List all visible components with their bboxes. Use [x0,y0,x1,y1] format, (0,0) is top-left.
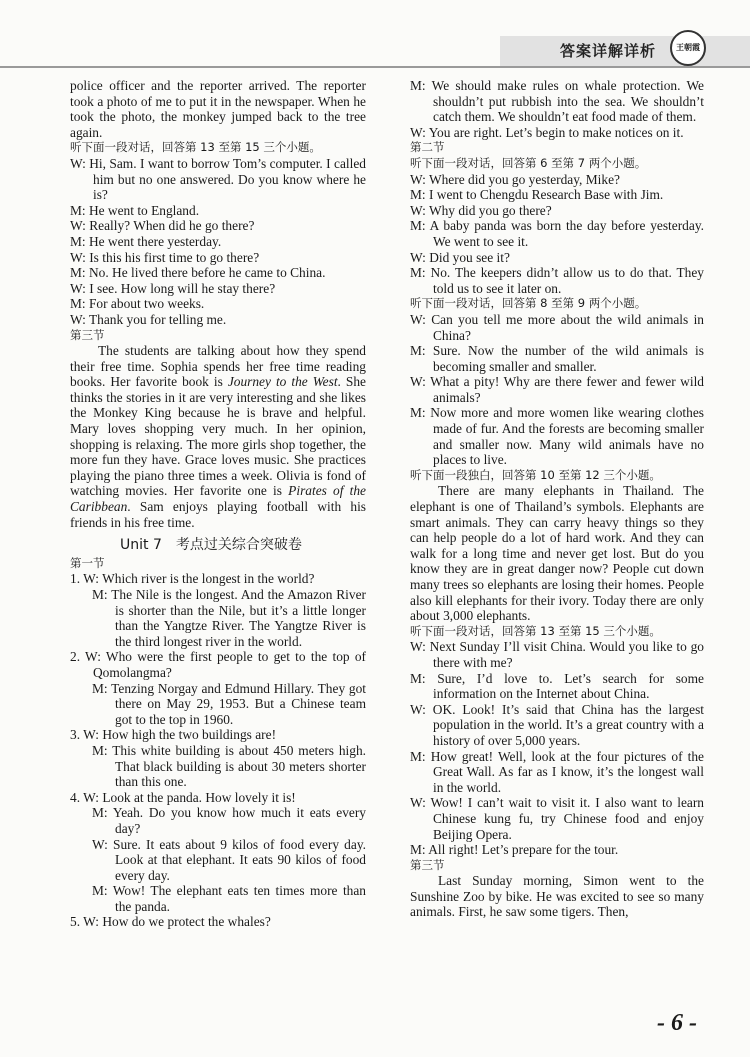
passage-part: . She thinks the stories in it are very interesting and she likes the Monkey King because he is brave and helpful. Mary loves shopping very much. In her opinion, shopping is relaxing. The more girls shop together, the more fun they have. Grace loves music. She practices playing the piano three times a week. Olivia is fond of watching movies. Her favorite one is [70,374,366,499]
dialogue-line: W: Where did you go yesterday, Mike? [410,171,620,187]
page-header [0,0,750,72]
section-heading: 第三节 [410,857,445,872]
item-question: 4. W: Look at the panda. How lovely it is! [70,789,296,805]
unit-title: Unit 7 考点过关综合突破卷 [120,537,302,554]
dialogue-line: W: Hi, Sam. I want to borrow Tom’s computer. I called him but no one answered. Do you know where he is? [70,155,366,203]
dialogue-line: M: Sure. Now the number of the wild animals is becoming smaller and smaller. [410,343,704,374]
dialogue-line: M: I went to Chengdu Research Base with Jim. [410,187,664,203]
right-column [410,78,704,920]
dialogue-line: M: No. He lived there before he came to China. [70,265,326,281]
dialogue-line: M: Sure, I’d love to. Let’s search for some information on the Internet about China. [410,670,704,702]
dialogue-line: W: What a pity! Why are there fewer and fewer wild animals? [410,374,704,405]
movie-title: Pirates of the Caribbean [70,483,366,515]
dialogue-line: W: Thank you for telling me. [70,311,227,327]
item-answer: M: Yeah. Do you know how much it eats every day? [92,805,366,836]
dialogue-line: W: Next Sunday I’ll visit China. Would you like to go there with me? [410,639,704,670]
item-question: 1. W: Which river is the longest in the world? [70,571,315,587]
item-question: 3. W: How high the two buildings are! [70,727,277,743]
item-question: 2. W: Who were the first people to get to the top of Qomolangma? [70,649,366,680]
dialogue-line: M: He went there yesterday. [70,233,222,249]
left-column [70,78,366,930]
section-heading: 第三节 [70,327,105,342]
dialogue-line: W: Wow! I can’t wait to visit it. I also want to learn Chinese kung fu, try Chinese food and enjoy Beijing Opera. [410,795,704,842]
brand-logo-icon: 王朝霞 [670,30,706,66]
dialogue-line: W: Is this his first time to go there? [70,249,260,265]
dialogue-line: W: Can you tell me more about the wild animals in China? [410,311,704,343]
passage-part: The students are talking about how they spend their free time. Sophia spends her free time reading books. Her favorite book is [70,343,366,390]
dialogue-line: M: For about two weeks. [70,296,205,312]
question-note: 听下面一段对话，回答第 8 至第 9 两个小题。 [410,296,647,311]
question-note: 听下面一段对话，回答第 13 至第 15 三个小题。 [70,140,321,155]
item-answer: M: Wow! The elephant eats ten times more than the panda. [92,883,366,914]
section-heading: 第一节 [70,555,105,570]
question-note: 听下面一段对话，回答第 6 至第 7 两个小题。 [410,155,647,170]
dialogue-line: M: A baby panda was born the day before yesterday. We went to see it. [410,218,704,249]
dialogue-1 [70,156,366,328]
question-note: 听下面一段独白，回答第 10 至第 12 三个小题。 [410,467,661,482]
monologue: There are many elephants in Thailand. The elephant is one of Thailand’s symbols. Elephants are smart animals. They can carry heavy things so they can help people do a lot of hard work. And they can walk for a long time and never get lost. But do you know they are in great danger now? People cut down many trees so elephants are losing their homes. People also kill elephants for their ivory. Today there are only about 3,000 elephants. [410,483,704,624]
item-answer: W: Sure. It eats about 9 kilos of food every day. Look at that elephant. It eats 90 kilos of food every day. [92,836,366,883]
intro-text: police officer and the reporter arrived. The reporter took a photo of me to put it in the newspaper. When he took the photo, the monkey jumped back to the tree again. [70,78,366,140]
page-number: - 6 - [657,1010,697,1036]
section-heading: 第二节 [410,140,445,155]
dialogue-line: W: Why did you go there? [410,202,552,218]
dialogue-line: W: I see. How long will he stay there? [70,280,276,296]
dialogue-line: M: All right! Let’s prepare for the tour. [410,842,619,858]
dialogue-line: W: OK. Look! It’s said that China has the largest population in the world. It’s a great country with a history of over 5,000 years. [410,701,704,748]
dialogue-line: M: We should make rules on whale protection. We shouldn’t put rubbish into the sea. We shouldn’t catch them. We shouldn’t eat food made of them. [410,78,704,125]
passage-final: Last Sunday morning, Simon went to the Sunshine Zoo by bike. He was excited to see so many animals. First, he saw some tigers. Then, [410,873,704,920]
dialogue-line: W: Did you see it? [410,249,510,265]
question-note: 听下面一段对话，回答第 13 至第 15 三个小题。 [410,623,661,638]
item-answer: M: This white building is about 450 meters high. That black building is about 30 meters shorter than this one. [92,742,366,790]
dialogue-line: W: You are right. Let’s begin to make notices on it. [410,124,684,140]
dialogue-line: M: How great! Well, look at the four pictures of the Great Wall. As far as I know, it’s the longest wall in the world. [410,748,704,795]
dialogue-line: M: No. The keepers didn’t allow us to do that. They told us to see it later on. [410,265,704,296]
item-answer: M: Tenzing Norgay and Edmund Hillary. They got there on May 29, 1953. But a Chinese team got to the top in 1960. [92,680,366,727]
dialogue-line: M: Now more and more women like wearing clothes made of fur. And the forests are becoming smaller and smaller now. Many wild animals have no places to live. [410,405,704,468]
passage-part: . Sam enjoys playing football with his friends in his free time. [70,499,366,530]
header-rule [0,66,750,68]
item-question: 5. W: How do we protect the whales? [70,914,271,930]
passage [70,343,366,530]
dialogue-line: W: Really? When did he go there? [70,218,255,234]
item-answer: M: The Nile is the longest. And the Amazon River is shorter than the Nile, but it’s a little longer than the Yangtze River. The Yangtze River is the third longest river in the world. [92,587,366,649]
book-title: Journey to the West [227,374,338,390]
header-title: 答案详解详析 [560,42,657,60]
dialogue-line: M: He went to England. [70,202,200,218]
